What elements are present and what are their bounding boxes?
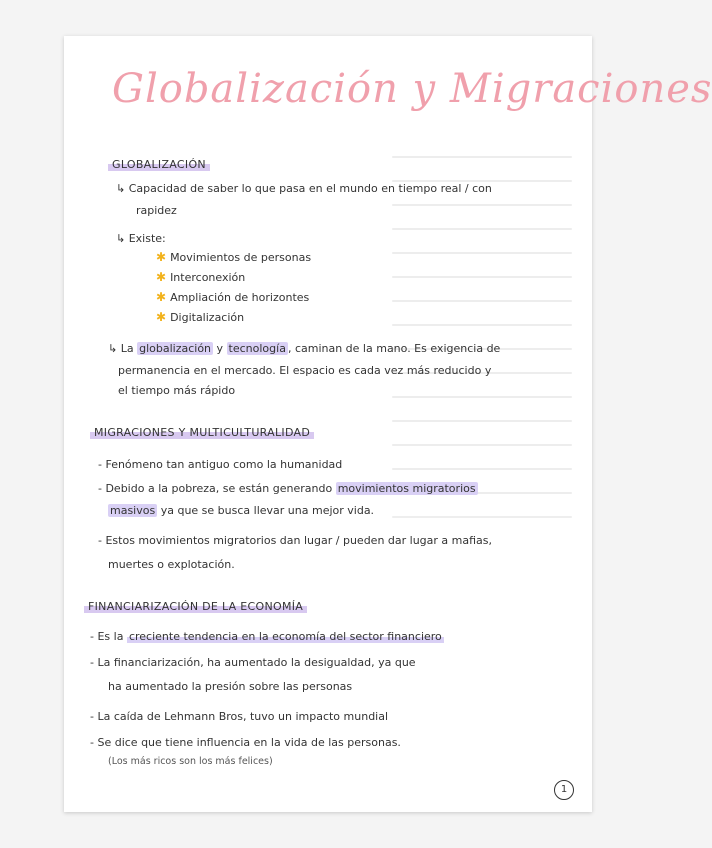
financiarizacion-bullet-continued: ha aumentado la presión sobre las personas xyxy=(108,680,353,693)
migraciones-bullet: - Estos movimientos migratorios dan lugar / pueden dar lugar a mafias, xyxy=(98,534,493,547)
globalizacion-paragraph-line: permanencia en el mercado. El espacio es cada vez más reducido y xyxy=(118,364,492,377)
star-bullet-icon: ✱ xyxy=(156,310,167,324)
section-heading-migraciones: MIGRACIONES Y MULTICULTURALIDAD xyxy=(90,426,314,439)
star-bullet-icon: ✱ xyxy=(156,250,167,264)
financiarizacion-bullet: - La financiarización, ha aumentado la desigualdad, ya que xyxy=(90,656,416,669)
star-bullet-icon: ✱ xyxy=(156,290,167,304)
financiarizacion-bullet: - Es la creciente tendencia en la economía del sector financiero xyxy=(90,630,442,643)
list-item: ✱ Ampliación de horizontes xyxy=(156,290,310,304)
notebook-page xyxy=(64,36,712,812)
existe-label: ↳ Existe: xyxy=(116,232,166,245)
financiarizacion-bullet: - La caída de Lehmann Bros, tuvo un impacto mundial xyxy=(90,710,389,723)
migraciones-bullet-continued: muertes o explotación. xyxy=(108,558,235,571)
globalizacion-paragraph-line: el tiempo más rápido xyxy=(118,384,236,397)
section-heading-globalizacion: GLOBALIZACIÓN xyxy=(108,158,210,171)
list-item: ✱ Movimientos de personas xyxy=(156,250,312,264)
list-item: ✱ Digitalización xyxy=(156,310,245,324)
globalizacion-paragraph-line: ↳ La globalización y tecnología , caminan de la mano. Es exigencia de xyxy=(108,342,501,355)
migraciones-bullet: - Debido a la pobreza, se están generando movimientos migratorios xyxy=(98,482,476,495)
page-number: 1 xyxy=(554,780,574,800)
star-bullet-icon: ✱ xyxy=(156,270,167,284)
list-item: ✱ Interconexión xyxy=(156,270,246,284)
globalizacion-line: ↳ Capacidad de saber lo que pasa en el mundo en tiempo real / con xyxy=(116,182,492,195)
financiarizacion-bullet: - Se dice que tiene influencia en la vida de las personas. xyxy=(90,736,401,749)
financiarizacion-note: (Los más ricos son los más felices) xyxy=(108,756,273,767)
migraciones-bullet: - Fenómeno tan antiguo como la humanidad xyxy=(98,458,343,471)
globalizacion-line-continued: rapidez xyxy=(136,204,177,217)
migraciones-bullet-continued: masivos ya que se busca llevar una mejor vida. xyxy=(110,504,375,517)
section-heading-financiarizacion: FINANCIARIZACIÓN DE LA ECONOMÍA xyxy=(84,600,307,613)
page-title: Globalización y Migraciones xyxy=(112,66,712,112)
